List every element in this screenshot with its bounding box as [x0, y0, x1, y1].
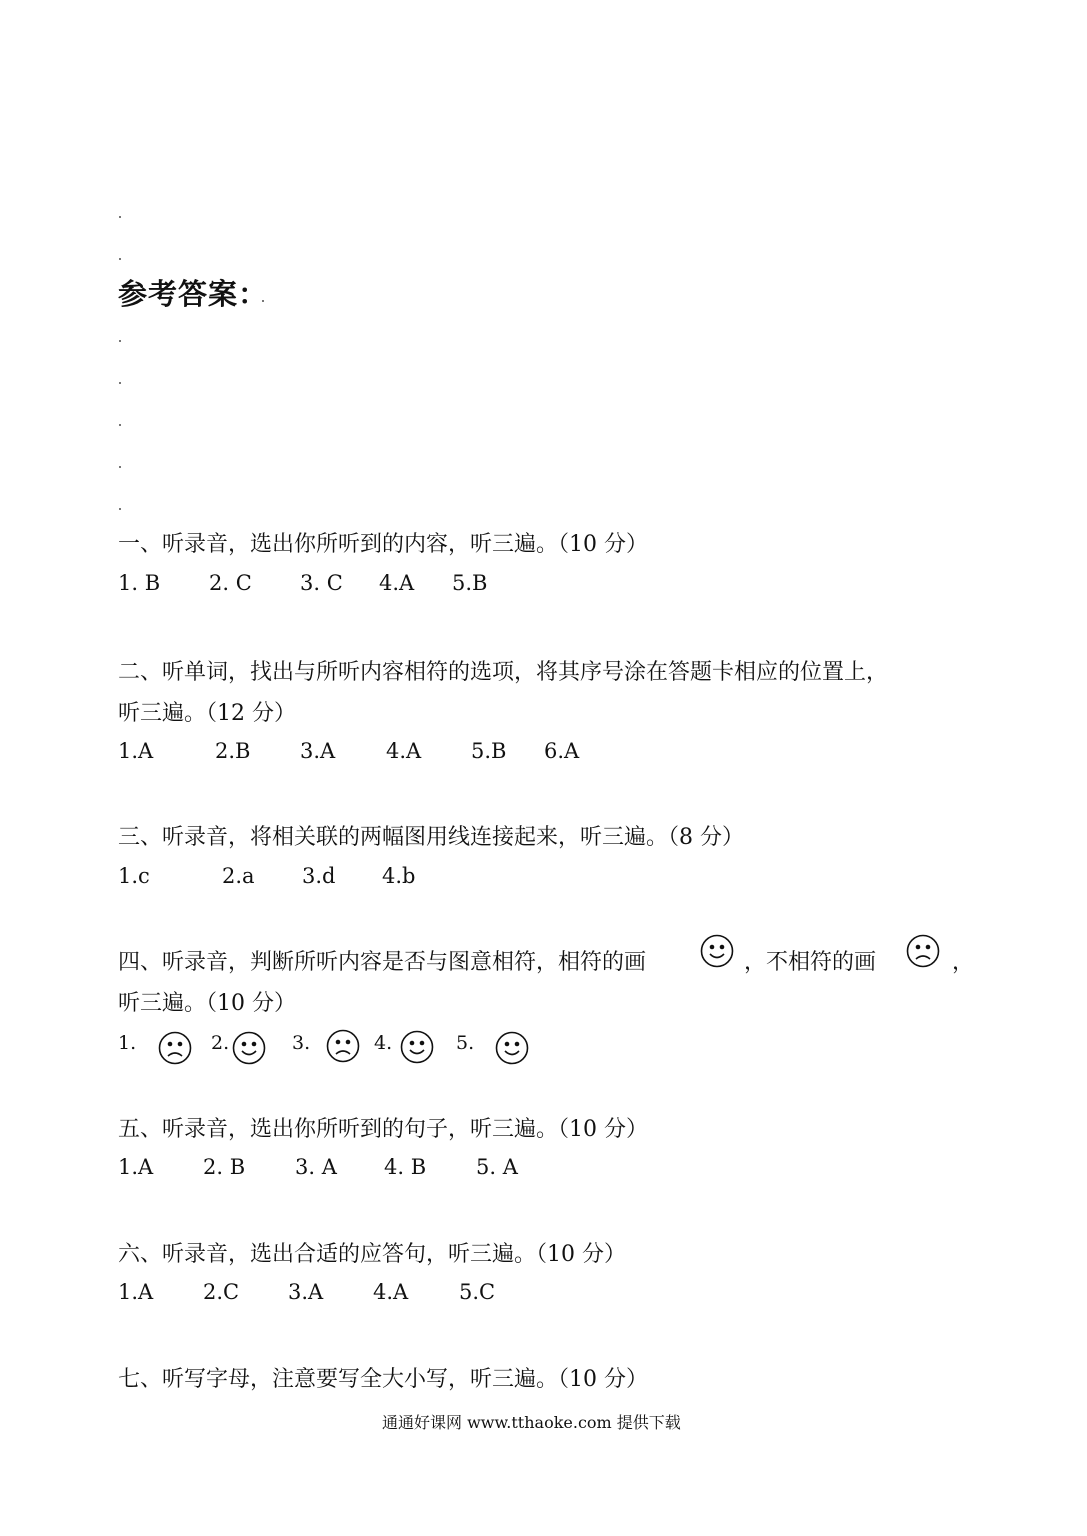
- answer-item: 4.b: [382, 864, 416, 888]
- section-2-heading: 二、听单词，找出与所听内容相符的选项，将其序号涂在答题卡相应的位置上，: [118, 660, 889, 685]
- answer-item: 6.A: [544, 739, 580, 763]
- answer-item: 5.B: [471, 739, 507, 763]
- section-4-heading: 四、听录音，判断所听内容是否与图意相符，相符的画: [118, 950, 647, 975]
- answer-item: 3.A: [288, 1280, 324, 1304]
- sad-face-icon: [906, 934, 940, 968]
- answer-item: 3.d: [302, 864, 336, 888]
- answer-item: 5. A: [476, 1155, 518, 1179]
- page-title: 参考答案：: [118, 277, 269, 311]
- answer-label: 4.: [374, 1032, 393, 1054]
- answer-label: 3.: [292, 1032, 311, 1054]
- section-3-heading: 三、听录音，将相关联的两幅图用线连接起来，听三遍。（8 分）: [118, 825, 744, 850]
- answer-item: 1.A: [118, 739, 154, 763]
- answer-label: 5.: [456, 1032, 475, 1054]
- answer-label: 1.: [118, 1032, 137, 1054]
- smiley-face-icon: [232, 1031, 266, 1065]
- answer-item: 4.A: [373, 1280, 409, 1304]
- page-footer: 通通好课网 www.tthaoke.com 提供下载: [382, 1413, 681, 1432]
- smiley-face-icon: [400, 1030, 434, 1064]
- section-4-heading-mid: ，不相符的画: [744, 950, 877, 975]
- stray-mark: [119, 216, 121, 218]
- answer-item: 2.C: [203, 1280, 240, 1304]
- section-2-heading-cont: 听三遍。（12 分）: [118, 701, 296, 726]
- smiley-face-icon: [495, 1031, 529, 1065]
- answer-item: 3.A: [300, 739, 336, 763]
- section-1-heading: 一、听录音，选出你所听到的内容，听三遍。（10 分）: [118, 532, 648, 557]
- answer-item: 3. C: [300, 571, 343, 595]
- answer-item: 2.B: [215, 739, 251, 763]
- sad-face-icon: [158, 1031, 192, 1065]
- sad-face-icon: [326, 1029, 360, 1063]
- answer-item: 1.A: [118, 1280, 154, 1304]
- stray-mark: [119, 424, 121, 426]
- section-7-heading: 七、听写字母，注意要写全大小写，听三遍。（10 分）: [118, 1367, 648, 1392]
- stray-mark: [119, 466, 121, 468]
- answer-item: 2. C: [209, 571, 252, 595]
- stray-mark: [119, 258, 121, 260]
- section-5-heading: 五、听录音，选出你所听到的句子，听三遍。（10 分）: [118, 1117, 648, 1142]
- stray-mark: [119, 382, 121, 384]
- section-4-heading-end: ，: [952, 950, 975, 975]
- answer-item: 2.a: [222, 864, 255, 888]
- answer-item: 1.A: [118, 1155, 154, 1179]
- answer-item: 4.A: [379, 571, 415, 595]
- stray-mark: [119, 340, 121, 342]
- answer-item: 3. A: [295, 1155, 337, 1179]
- answer-item: 4.A: [386, 739, 422, 763]
- section-6-heading: 六、听录音，选出合适的应答句，听三遍。（10 分）: [118, 1242, 626, 1267]
- answer-item: 4. B: [384, 1155, 427, 1179]
- answer-label: 2.: [211, 1032, 230, 1054]
- smiley-face-icon: [700, 934, 734, 968]
- answer-item: 2. B: [203, 1155, 246, 1179]
- answer-item: 1. B: [118, 571, 161, 595]
- answer-item: 1.c: [118, 864, 150, 888]
- answer-item: 5.C: [459, 1280, 496, 1304]
- answer-item: 5.B: [452, 571, 488, 595]
- section-4-heading-cont: 听三遍。（10 分）: [118, 991, 296, 1016]
- stray-mark: [119, 508, 121, 510]
